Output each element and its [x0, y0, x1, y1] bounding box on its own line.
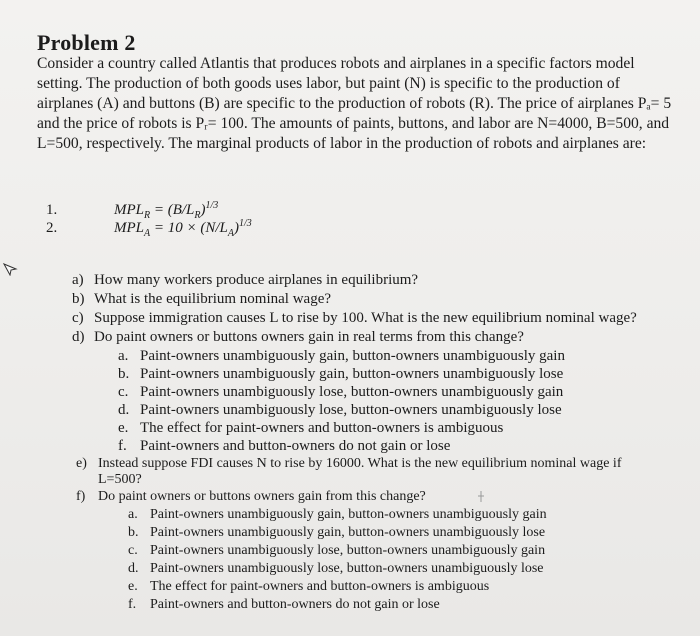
- option-d-b: [118, 366, 563, 383]
- question-label: a): [72, 272, 84, 288]
- question-text: Do paint owners or buttons owners gain from this change?: [98, 489, 426, 504]
- option-text: Paint-owners unambiguously lose, button-owners unambiguously lose: [150, 561, 544, 576]
- question-label: e): [76, 456, 87, 471]
- option-label: b.: [128, 525, 139, 540]
- equation-rhs-sub: A: [227, 228, 234, 239]
- question-text: How many workers produce airplanes in equilibrium?: [94, 272, 419, 288]
- question-text: Suppose immigration causes L to rise by 100. What is the new equilibrium nominal wage?: [94, 310, 637, 326]
- option-text: The effect for paint-owners and button-owners is ambiguous: [150, 579, 490, 594]
- question-c: [72, 310, 637, 327]
- option-d-e: [118, 420, 503, 437]
- problem-title: Problem 2: [37, 30, 136, 55]
- question-text: Instead suppose FDI causes N to rise by 16000. What is the new equilibrium nominal wage if: [98, 456, 622, 471]
- option-f-b: [128, 525, 545, 541]
- question-a: [72, 272, 418, 289]
- option-text: Paint-owners unambiguously gain, button-owners unambiguously lose: [150, 525, 546, 540]
- question-label: c): [72, 310, 84, 326]
- option-text: Paint-owners unambiguously lose, button-owners unambiguously lose: [140, 402, 562, 418]
- equation-rhs-end: ): [233, 220, 239, 236]
- question-e: [76, 456, 621, 472]
- mouse-pointer-icon: [2, 260, 18, 276]
- option-text: The effect for paint-owners and button-owners is ambiguous: [140, 420, 504, 436]
- option-d-d: [118, 402, 562, 419]
- option-d-c: [118, 384, 563, 401]
- question-text: Do paint owners or buttons owners gain in real terms from this change?: [94, 329, 524, 345]
- option-label: c.: [128, 543, 138, 558]
- equation-rhs: = 10 × (N/L: [153, 220, 228, 236]
- equation-lhs-sub: A: [144, 228, 151, 239]
- equation-rhs: = (B/L: [153, 202, 195, 218]
- option-label: d.: [128, 561, 139, 576]
- option-label: f.: [118, 438, 127, 454]
- question-d: [72, 329, 524, 346]
- option-text: Paint-owners unambiguously gain, button-owners unambiguously gain: [150, 507, 547, 522]
- option-f-f: [128, 597, 440, 613]
- question-label: d): [72, 329, 85, 345]
- option-d-a: [118, 348, 565, 365]
- option-label: e.: [128, 579, 138, 594]
- equation-rhs-sub: R: [194, 210, 201, 221]
- equation-number: 2.: [46, 220, 58, 236]
- equation-lhs: MPL: [114, 220, 144, 236]
- option-label: e.: [118, 420, 129, 436]
- option-label: f.: [128, 597, 137, 612]
- option-text: Paint-owners and button-owners do not gain or lose: [140, 438, 451, 454]
- option-text: Paint-owners unambiguously gain, button-owners unambiguously gain: [140, 348, 565, 364]
- equation-number: 1.: [46, 202, 58, 218]
- option-label: d.: [118, 402, 130, 418]
- equation-2: [46, 218, 252, 239]
- question-b: [72, 291, 331, 308]
- question-e-continued: L=500?: [98, 472, 142, 487]
- option-f-a: [128, 507, 547, 523]
- option-text: Paint-owners unambiguously gain, button-owners unambiguously lose: [140, 366, 564, 382]
- equation-lhs: MPL: [114, 202, 144, 218]
- question-label: f): [76, 489, 86, 504]
- question-label: b): [72, 291, 85, 307]
- question-text: What is the equilibrium nominal wage?: [94, 291, 332, 307]
- stray-mark-icon: [476, 490, 486, 504]
- equation-exponent: 1/3: [238, 218, 252, 229]
- option-d-f: [118, 438, 450, 455]
- option-label: a.: [128, 507, 138, 522]
- option-text: Paint-owners unambiguously lose, button-owners unambiguously gain: [150, 543, 546, 558]
- option-text: Paint-owners and button-owners do not gain or lose: [150, 597, 440, 612]
- option-f-e: [128, 579, 489, 595]
- option-text: Paint-owners unambiguously lose, button-owners unambiguously gain: [140, 384, 564, 400]
- equation-rhs-end: ): [200, 202, 206, 218]
- option-label: a.: [118, 348, 129, 364]
- option-f-c: [128, 543, 545, 559]
- question-f: [76, 489, 426, 505]
- problem-intro: Consider a country called Atlantis that produces robots and airplanes in a specific factors model setting. The production of both goods uses labor, but paint (N) is specific to the production of airplanes (A) and buttons (B) are specific to the production of robots (R). The price of airplanes Pₐ= 5 and the price of robots is Pᵣ= 100. The amounts of paints, buttons, and labor are N=4000, B=500, and L=500, respectively. The marginal products of labor in the production of robots and airplanes are:: [37, 55, 672, 152]
- equation-exponent: 1/3: [205, 200, 219, 211]
- option-label: b.: [118, 366, 130, 382]
- option-f-d: [128, 561, 544, 577]
- equation-lhs-sub: R: [144, 210, 151, 221]
- option-label: c.: [118, 384, 129, 400]
